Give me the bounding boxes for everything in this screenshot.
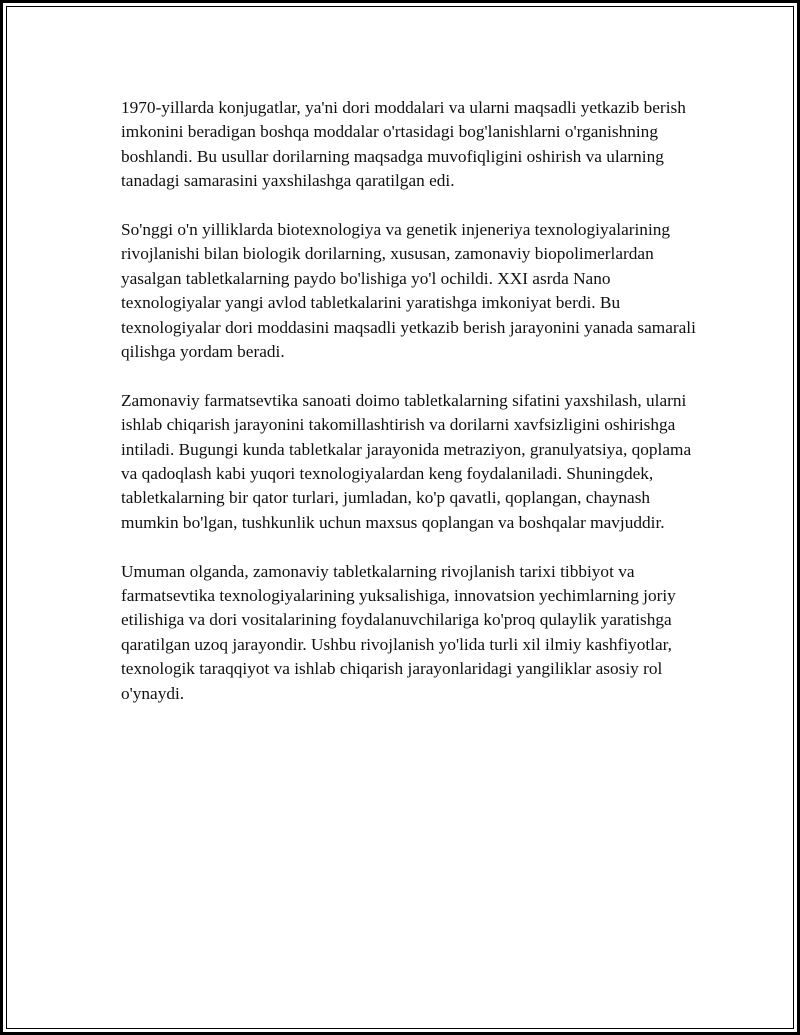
paragraph-biotechnology: So'nggi o'n yilliklarda biotexnologiya va genetik injeneriya texnologiyalarining rivojlanishi bilan biologik dorilarning, xususan, zamonaviy biopolimerlardan yasalgan tabletkalarning paydo bo'lishiga yo'l ochildi. XXI asrda Nano texnologiyalar yangi avlod tabletkalarini yaratishga imkoniyat berdi. Bu texnologiyalar dori moddasini maqsadli yetkazib berish jarayonini yanada samarali qilishga yordam beradi. bbox=[121, 220, 696, 362]
document-body bbox=[121, 96, 701, 731]
paragraph-modern-pharma-industry: Zamonaviy farmatsevtika sanoati doimo tabletkalarning sifatini yaxshilash, ularni ishlab chiqarish jarayonini takomillashtirish va dorilarni xavfsizligini oshirishga intiladi. Bugungi kunda tabletkalar jarayonida metraziyon, granulyatsiya, qoplama va qadoqlash kabi yuqori texnologiyalardan keng foydalaniladi. Shuningdek, tabletkalarning bir qator turlari, jumladan, ko'p qavatli, qoplangan, chaynash mumkin bo'lgan, tushkunlik uchun maxsus qoplangan va boshqalar mavjuddir. bbox=[121, 390, 692, 532]
paragraph-conjugates-1970s: 1970-yillarda konjugatlar, ya'ni dori moddalari va ularni maqsadli yetkazib berish imkonini beradigan boshqa moddalar o'rtasidagi bog'lanishlarni o'rganishning boshlandi. Bu usullar dorilarning maqsadga muvofiqligini oshirish va ularning tanadagi samarasini yaxshilashga qaratilgan edi. bbox=[121, 98, 686, 191]
paragraph-conclusion: Umuman olganda, zamonaviy tabletkalarning rivojlanish tarixi tibbiyot va farmatsevtika texnologiyalarining yuksalishiga, innovatsion yechimlarning joriy etilishiga va dori vositalarining foydalanuvchilariga ko'proq qulaylik yaratishga qaratilgan uzoq jarayondir. Ushbu rivojlanish yo'lida turli xil ilmiy kashfiyotlar, texnologik taraqqiyot va ishlab chiqarish jarayonlaridagi yangiliklar asosiy rol o'ynaydi. bbox=[121, 561, 676, 703]
